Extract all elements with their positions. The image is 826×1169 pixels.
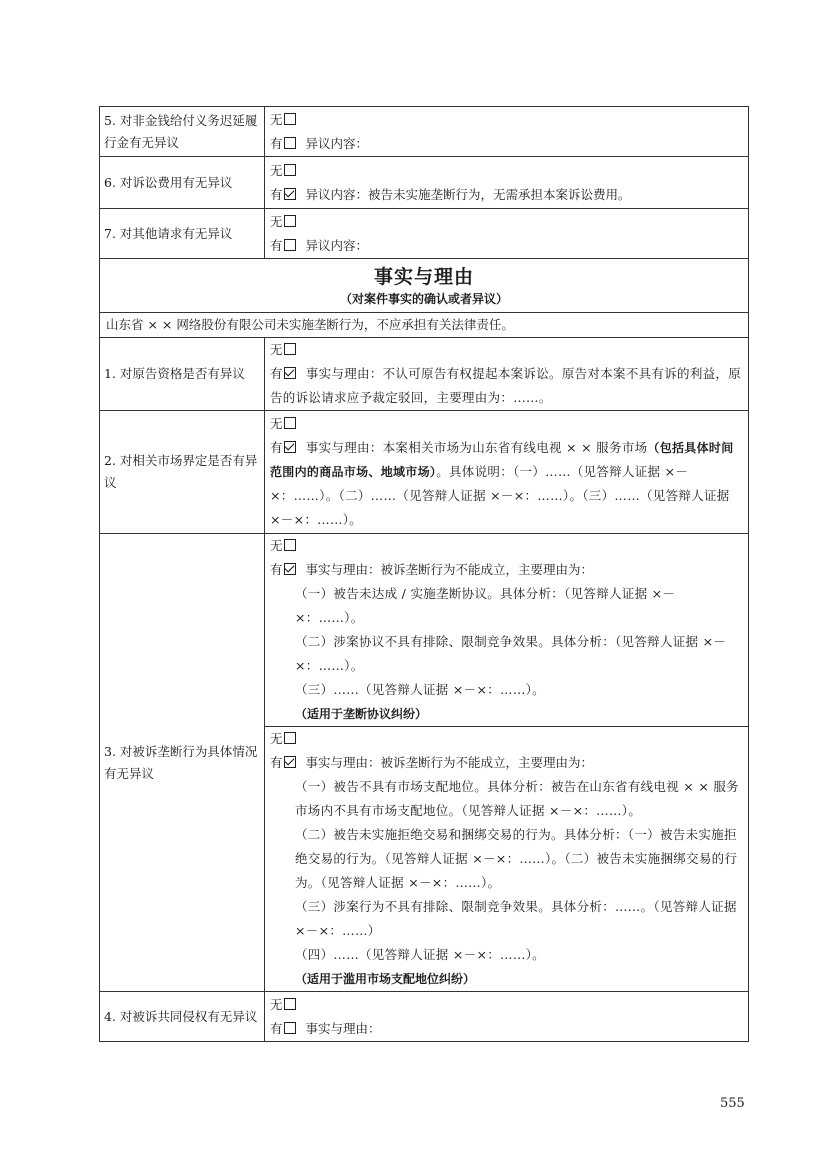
checkbox-none[interactable] <box>284 113 296 125</box>
checkbox-has-checked[interactable] <box>284 441 296 453</box>
checkbox-has-checked[interactable] <box>284 756 296 768</box>
paragraph: （三）涉案行为不具有排除、限制竞争效果。具体分析：……。（见答辩人证据 ×－×：……） <box>295 899 737 938</box>
row-text-bold: （包括具体时间范围内的商品市场、地域市场） <box>270 441 734 479</box>
row-label: 6. 对诉讼费用有无异议 <box>100 157 265 209</box>
paragraph: （三）……（见答辩人证据 ×－×：……）。 <box>295 682 545 697</box>
paragraph: （一）被告不具有市场支配地位。具体分析：被告在山东省有线电视 × × 服务市场内不具有市场支配地位。（见答辩人证据 ×－×：……）。 <box>295 779 739 818</box>
table-row <box>100 338 749 411</box>
defense-form-table <box>99 106 749 1042</box>
row-options: 无 有 异议内容：被告未实施垄断行为，无需承担本案诉讼费用。 <box>265 157 749 209</box>
row-options: 无 有 异议内容： <box>265 209 749 259</box>
row-options: 无 有 事实与理由：本案相关市场为山东省有线电视 × × 服务市场（包括具体时间范围内的商品市场、地域市场）。具体说明：（一）……（见答辩人证据 ×－×：……）。（二）……（见答辩人证据 ×－×：……）。（三）……（见答辩人证据 ×－×：……）。 <box>265 411 749 534</box>
section-header <box>100 259 749 313</box>
checkbox-none[interactable] <box>284 732 296 744</box>
row-options: 无 有 事实与理由：不认可原告有权提起本案诉讼。原告对本案不具有诉的利益，原告的诉讼请求应予裁定驳回，主要理由为：……。 <box>265 338 749 411</box>
table-row <box>100 992 749 1042</box>
checkbox-has[interactable] <box>284 137 296 149</box>
paragraph: （四）……（见答辩人证据 ×－×：……）。 <box>295 947 545 962</box>
row-label: 5. 对非金钱给付义务迟延履行金有无异议 <box>100 107 265 157</box>
page-number: 555 <box>720 1096 745 1111</box>
row-label: 1. 对原告资格是否有异议 <box>100 338 265 411</box>
row-text: 事实与理由：本案相关市场为山东省有线电视 × × 服务市场 <box>305 440 648 455</box>
table-row <box>100 107 749 157</box>
row-text-cont: 。具体说明：（一）……（见答辩人证据 ×－×：……）。（二）……（见答辩人证据 ×－×：……）。（三）……（见答辩人证据 ×－×：……）。 <box>270 464 730 527</box>
checkbox-none[interactable] <box>284 164 296 176</box>
summary-text: 山东省 × × 网络股份有限公司未实施垄断行为，不应承担有关法律责任。 <box>100 313 749 338</box>
checkbox-has-checked[interactable] <box>284 563 296 575</box>
paragraph: （二）涉案协议不具有排除、限制竞争效果。具体分析：（见答辩人证据 ×－×：……）。 <box>295 634 727 673</box>
checkbox-has-checked[interactable] <box>284 367 296 379</box>
section-title: 事实与理由 <box>373 265 474 288</box>
checkbox-has[interactable] <box>284 239 296 251</box>
table-row <box>100 157 749 209</box>
table-row <box>100 209 749 259</box>
checkbox-none[interactable] <box>284 539 296 551</box>
checkbox-has[interactable] <box>284 1022 296 1034</box>
checkbox-none[interactable] <box>284 343 296 355</box>
table-row <box>100 411 749 534</box>
applicability-note: （适用于滥用市场支配地位纠纷） <box>295 972 476 986</box>
paragraph: （二）被告未实施拒绝交易和捆绑交易的行为。具体分析：（一）被告未实施拒绝交易的行为。（见答辩人证据 ×－×：……）。（二）被告未实施捆绑交易的行为。（见答辩人证据 ×－×：……）。 <box>295 827 738 890</box>
checkbox-none[interactable] <box>284 215 296 227</box>
table-row <box>100 534 749 727</box>
row-options: 无 有 异议内容： <box>265 107 749 157</box>
row-options: 无 有 事实与理由：被诉垄断行为不能成立，主要理由为： （一）被告未达成 / 实施垄断协议。具体分析：（见答辩人证据 ×－×：……）。 （二）涉案协议不具有排除、限制竞争效果。具体分析：（见答辩人证据 ×－×：……）。 （三）……（见答辩人证据 ×－×：……）。 （适用于垄断协议纠纷） <box>265 534 749 727</box>
row-options: 无 有 事实与理由：被诉垄断行为不能成立，主要理由为： （一）被告不具有市场支配地位。具体分析：被告在山东省有线电视 × × 服务市场内不具有市场支配地位。（见答辩人证据 ×－×：……）。 （二）被告未实施拒绝交易和捆绑交易的行为。具体分析：（一）被告未实施拒绝交易的行为。（见答辩人证据 ×－×：……）。（二）被告未实施捆绑交易的行为。（见答辩人证据 ×－×：……）。 （三）涉案行为不具有排除、限制竞争效果。具体分析：……。（见答辩人证据 ×－×：……） （四）……（见答辩人证据 ×－×：……）。 （适用于滥用市场支配地位纠纷） <box>265 727 749 992</box>
checkbox-has-checked[interactable] <box>284 188 296 200</box>
row-text: 事实与理由：不认可原告有权提起本案诉讼。原告对本案不具有诉的利益，原告的诉讼请求应予裁定驳回，主要理由为：……。 <box>270 366 742 405</box>
summary-row <box>100 313 749 338</box>
checkbox-none[interactable] <box>284 417 296 429</box>
row-label: 2. 对相关市场界定是否有异议 <box>100 411 265 534</box>
row-label: 7. 对其他请求有无异议 <box>100 209 265 259</box>
row-label: 4. 对被诉共同侵权有无异议 <box>100 992 265 1042</box>
section-header-row <box>100 259 749 313</box>
row-options: 无 有 事实与理由： <box>265 992 749 1042</box>
paragraph: （一）被告未达成 / 实施垄断协议。具体分析：（见答辩人证据 ×－×：……）。 <box>295 586 676 625</box>
row-label: 3. 对被诉垄断行为具体情况有无异议 <box>100 534 265 992</box>
section-subtitle: （对案件事实的确认或者异议） <box>339 291 508 306</box>
checkbox-none[interactable] <box>284 998 296 1010</box>
applicability-note: （适用于垄断协议纠纷） <box>295 707 428 721</box>
